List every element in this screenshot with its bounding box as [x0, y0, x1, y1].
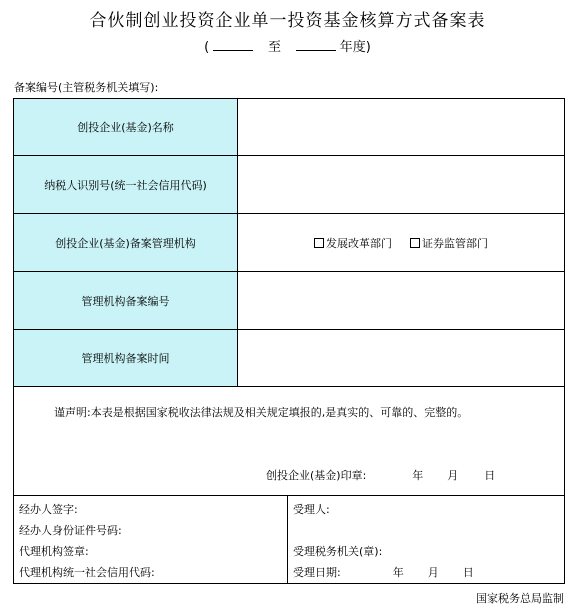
tax-authority-block: [288, 496, 564, 583]
period-open: (: [204, 40, 210, 55]
supervisor-footer: 国家税务总局监制: [476, 592, 564, 605]
checkbox-icon[interactable]: [314, 238, 324, 248]
row-management-agency: [14, 214, 564, 272]
period-close: 年度): [339, 40, 371, 55]
signature-section: [14, 496, 564, 583]
checkbox-icon[interactable]: [410, 238, 420, 248]
period-start-field[interactable]: [213, 38, 253, 51]
agency-credit-code-label: 代理机构统一社会信用代码:: [19, 566, 155, 579]
agency-filing-time-label: 管理机构备案时间: [14, 330, 238, 386]
seal-month: 月: [447, 469, 459, 482]
seal-label: 创投企业(基金)印章:: [266, 469, 367, 482]
seal-day: 日: [484, 469, 496, 482]
fund-name-label: 创投企业(基金)名称: [14, 99, 238, 155]
row-agency-filing-number: [14, 272, 564, 330]
agent-info-block: [14, 496, 288, 583]
filing-number-label: 备案编号(主管税务机关填写):: [14, 81, 159, 94]
agency-filing-time-field[interactable]: [238, 330, 564, 386]
row-agency-filing-time: [14, 330, 564, 387]
receipt-date-label: 受理日期:: [293, 566, 341, 579]
tax-authority-label: 受理税务机关(章):: [293, 545, 383, 558]
taxpayer-id-label: 纳税人识别号(统一社会信用代码): [14, 156, 238, 213]
receiver-label: 受理人:: [293, 503, 330, 516]
agency-seal-label: 代理机构签章:: [19, 545, 89, 558]
period-to-label: 至: [267, 40, 281, 55]
agent-id-label: 经办人身份证件号码:: [19, 524, 122, 537]
management-agency-options: [238, 214, 564, 271]
receipt-year: 年: [392, 566, 404, 579]
form-title: 合伙制创业投资企业单一投资基金核算方式备案表: [89, 11, 486, 31]
option-securities-regulator[interactable]: [410, 235, 488, 251]
period-line: [0, 36, 575, 55]
fund-name-field[interactable]: [238, 99, 564, 155]
period-end-field[interactable]: [296, 38, 336, 51]
seal-line: [266, 467, 495, 483]
agency-filing-number-field[interactable]: [238, 272, 564, 329]
receipt-day: 日: [462, 566, 474, 579]
receipt-date-line: [293, 564, 474, 580]
agency-checkbox-group: [314, 235, 488, 251]
declaration-text: 谨声明:本表是根据国家税收法律法规及相关规定填报的,是真实的、可靠的、完整的。: [54, 406, 469, 419]
management-agency-label: 创投企业(基金)备案管理机构: [14, 214, 238, 271]
row-fund-name: [14, 99, 564, 156]
receipt-month: 月: [427, 566, 439, 579]
option-securities-regulator-label: 证券监管部门: [422, 236, 488, 250]
agent-signature-label: 经办人签字:: [19, 503, 78, 516]
agency-filing-number-label: 管理机构备案编号: [14, 272, 238, 329]
option-ndrc[interactable]: [314, 235, 392, 251]
filing-form-table: [13, 98, 565, 584]
row-taxpayer-id: [14, 156, 564, 214]
taxpayer-id-field[interactable]: [238, 156, 564, 213]
declaration-section: [14, 387, 564, 496]
seal-year: 年: [412, 469, 424, 482]
option-ndrc-label: 发展改革部门: [326, 236, 392, 250]
